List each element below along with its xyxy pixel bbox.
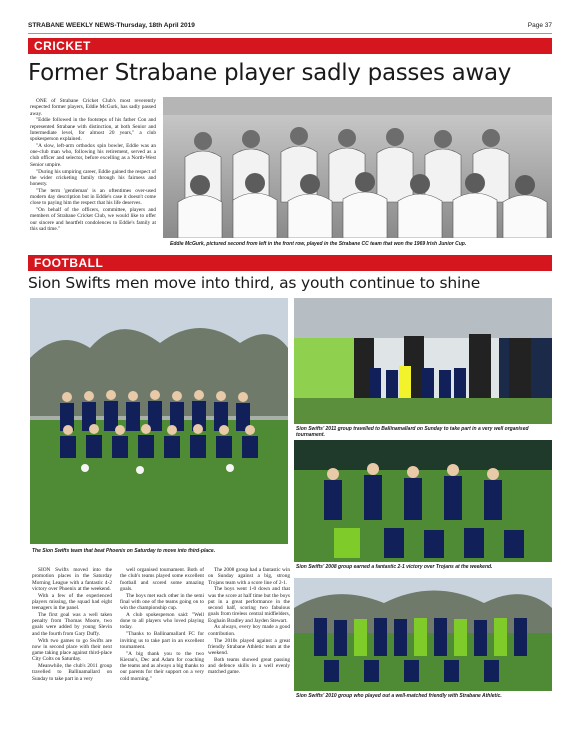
article-paragraph: Both teams showed great passing and defence skills in a well evenly matched game. bbox=[208, 656, 290, 676]
cricket-headline: Former Strabane player sadly passes away bbox=[28, 60, 512, 86]
article-paragraph: As always, every boy made a good contribution. bbox=[208, 624, 290, 637]
masthead-publication-date: STRABANE WEEKLY NEWS-Thursday, 18th April 2019 bbox=[28, 22, 195, 29]
article-paragraph: The 2010s played against a great friendly Strabane Athletic team at the weekend. bbox=[208, 637, 290, 657]
u2008-group-photo bbox=[294, 440, 552, 562]
cricket-photo-caption: Eddie McGurk, pictured second from left in the front row, played in the Strabane CC team that won the 1969 Irish Junior Cup. bbox=[170, 241, 467, 247]
article-paragraph: With two games to go Swifts are now in second place with their next game taking place against third-place City Colts on Saturday. bbox=[32, 637, 112, 663]
football-headline: Sion Swifts men move into third, as youth continue to shine bbox=[28, 274, 481, 292]
masthead-page-number: Page 37 bbox=[527, 22, 552, 29]
masthead bbox=[28, 22, 552, 34]
article-paragraph: well organised tournament. Both of the club's teams played some excellent football and scored some amazing goals. bbox=[120, 567, 204, 592]
football-column-1 bbox=[32, 567, 112, 682]
article-paragraph: "A big thank you to the two Kieran's, Dec and Adam for coaching the teams and as always a big thanks to our parents for their support on a very cold morning." bbox=[120, 650, 204, 682]
article-paragraph: With a few of the experienced players missing, the squad had eight teenagers in the panel. bbox=[32, 592, 112, 612]
article-paragraph: "On behalf of the officers, committee, players and members of Strabane Cricket Club, we would like to offer our sincere and heartfelt condolences to Eddie's family at this sad time." bbox=[30, 207, 156, 232]
section-bar-cricket: CRICKET bbox=[28, 38, 552, 54]
article-paragraph: "A slow, left-arm orthodox spin bowler, Eddie was an one-club man who, following his retirement, served as a club officer and selector, before excelling as a North-West Senior umpire. bbox=[30, 142, 156, 168]
section-bar-football: FOOTBALL bbox=[28, 255, 552, 271]
u2008-group-caption: Sion Swifts' 2008 group earned a fantastic 2-1 victory over Trojans at the weekend. bbox=[296, 564, 493, 570]
cricket-team-illustration bbox=[163, 97, 552, 238]
article-paragraph: "Thanks to Ballinamallard FC for inviting us to take part in an excellent tournament. bbox=[120, 631, 204, 650]
article-paragraph: A club spokesperson said: "Well done to all players who loved playing today. bbox=[120, 611, 204, 631]
senior-team-photo bbox=[30, 298, 288, 544]
article-paragraph: The boys went 1-0 down and that was the score at half time but the boys put in a great performance in the second half, scoring two fabulous goals from tireless central midfielders, Eoghain Bradley and Jayden Stewart. bbox=[208, 586, 290, 624]
article-paragraph: ONE of Strabane Cricket Club's most reverently respected former players, Eddie McGurk, has sadly passed away. bbox=[30, 98, 156, 117]
u2011-group-photo bbox=[294, 298, 552, 424]
u2010-group-illustration bbox=[294, 578, 552, 691]
senior-team-illustration bbox=[30, 298, 288, 544]
football-column-2 bbox=[120, 567, 204, 682]
football-column-3 bbox=[208, 567, 290, 676]
u2010-group-caption: Sion Swifts' 2010 group who played out a well-matched friendly with Strabane Athletic. bbox=[296, 693, 502, 699]
article-paragraph: "The term 'gentleman' is an oftentimes over-used modern day description but in Eddie's case it doesn't come close to paying him the respect that his life deserves. bbox=[30, 187, 156, 207]
cricket-team-photo bbox=[163, 97, 552, 238]
article-paragraph: The 2008 group had a fantastic win on Sunday against a big, strong Trojans team with a score line of 2-1. bbox=[208, 567, 290, 586]
u2008-group-illustration bbox=[294, 440, 552, 562]
article-paragraph: SION Swifts moved into the promotion places in the Saturday Morning League with a fantastic 4-2 victory over Phoenix at the weekend. bbox=[32, 567, 112, 592]
article-paragraph: "During his umpiring career, Eddie gained the respect of the wider cricketing family through his fairness and honesty. bbox=[30, 168, 156, 188]
u2011-group-caption: Sion Swifts' 2011 group travelled to Ballinamallard on Sunday to take part in a very well organised tournament. bbox=[296, 426, 529, 438]
article-paragraph: "Eddie followed in the footsteps of his father Con and represented Strabane with distinction, at both Senior and Intermediate level, for almost 20 years," a club spokesperson explained. bbox=[30, 117, 156, 143]
article-paragraph: The boys met each other in the semi final with one of the teams going on to win the championship cup. bbox=[120, 592, 204, 612]
u2011-group-illustration bbox=[294, 298, 552, 424]
article-paragraph: The first goal was a well taken penalty from Thomas Moore, two goals were added by young Slevin and the fourth from Gary Duffy. bbox=[32, 611, 112, 637]
article-paragraph: Meanwhile, the club's 2011 group travelled to Ballinamallard on Sunday to take part in a very bbox=[32, 663, 112, 682]
u2010-group-photo bbox=[294, 578, 552, 691]
cricket-article-body bbox=[30, 98, 156, 233]
senior-team-caption: The Sion Swifts team that beat Phoenix on Saturday to move into third-place. bbox=[32, 548, 216, 554]
